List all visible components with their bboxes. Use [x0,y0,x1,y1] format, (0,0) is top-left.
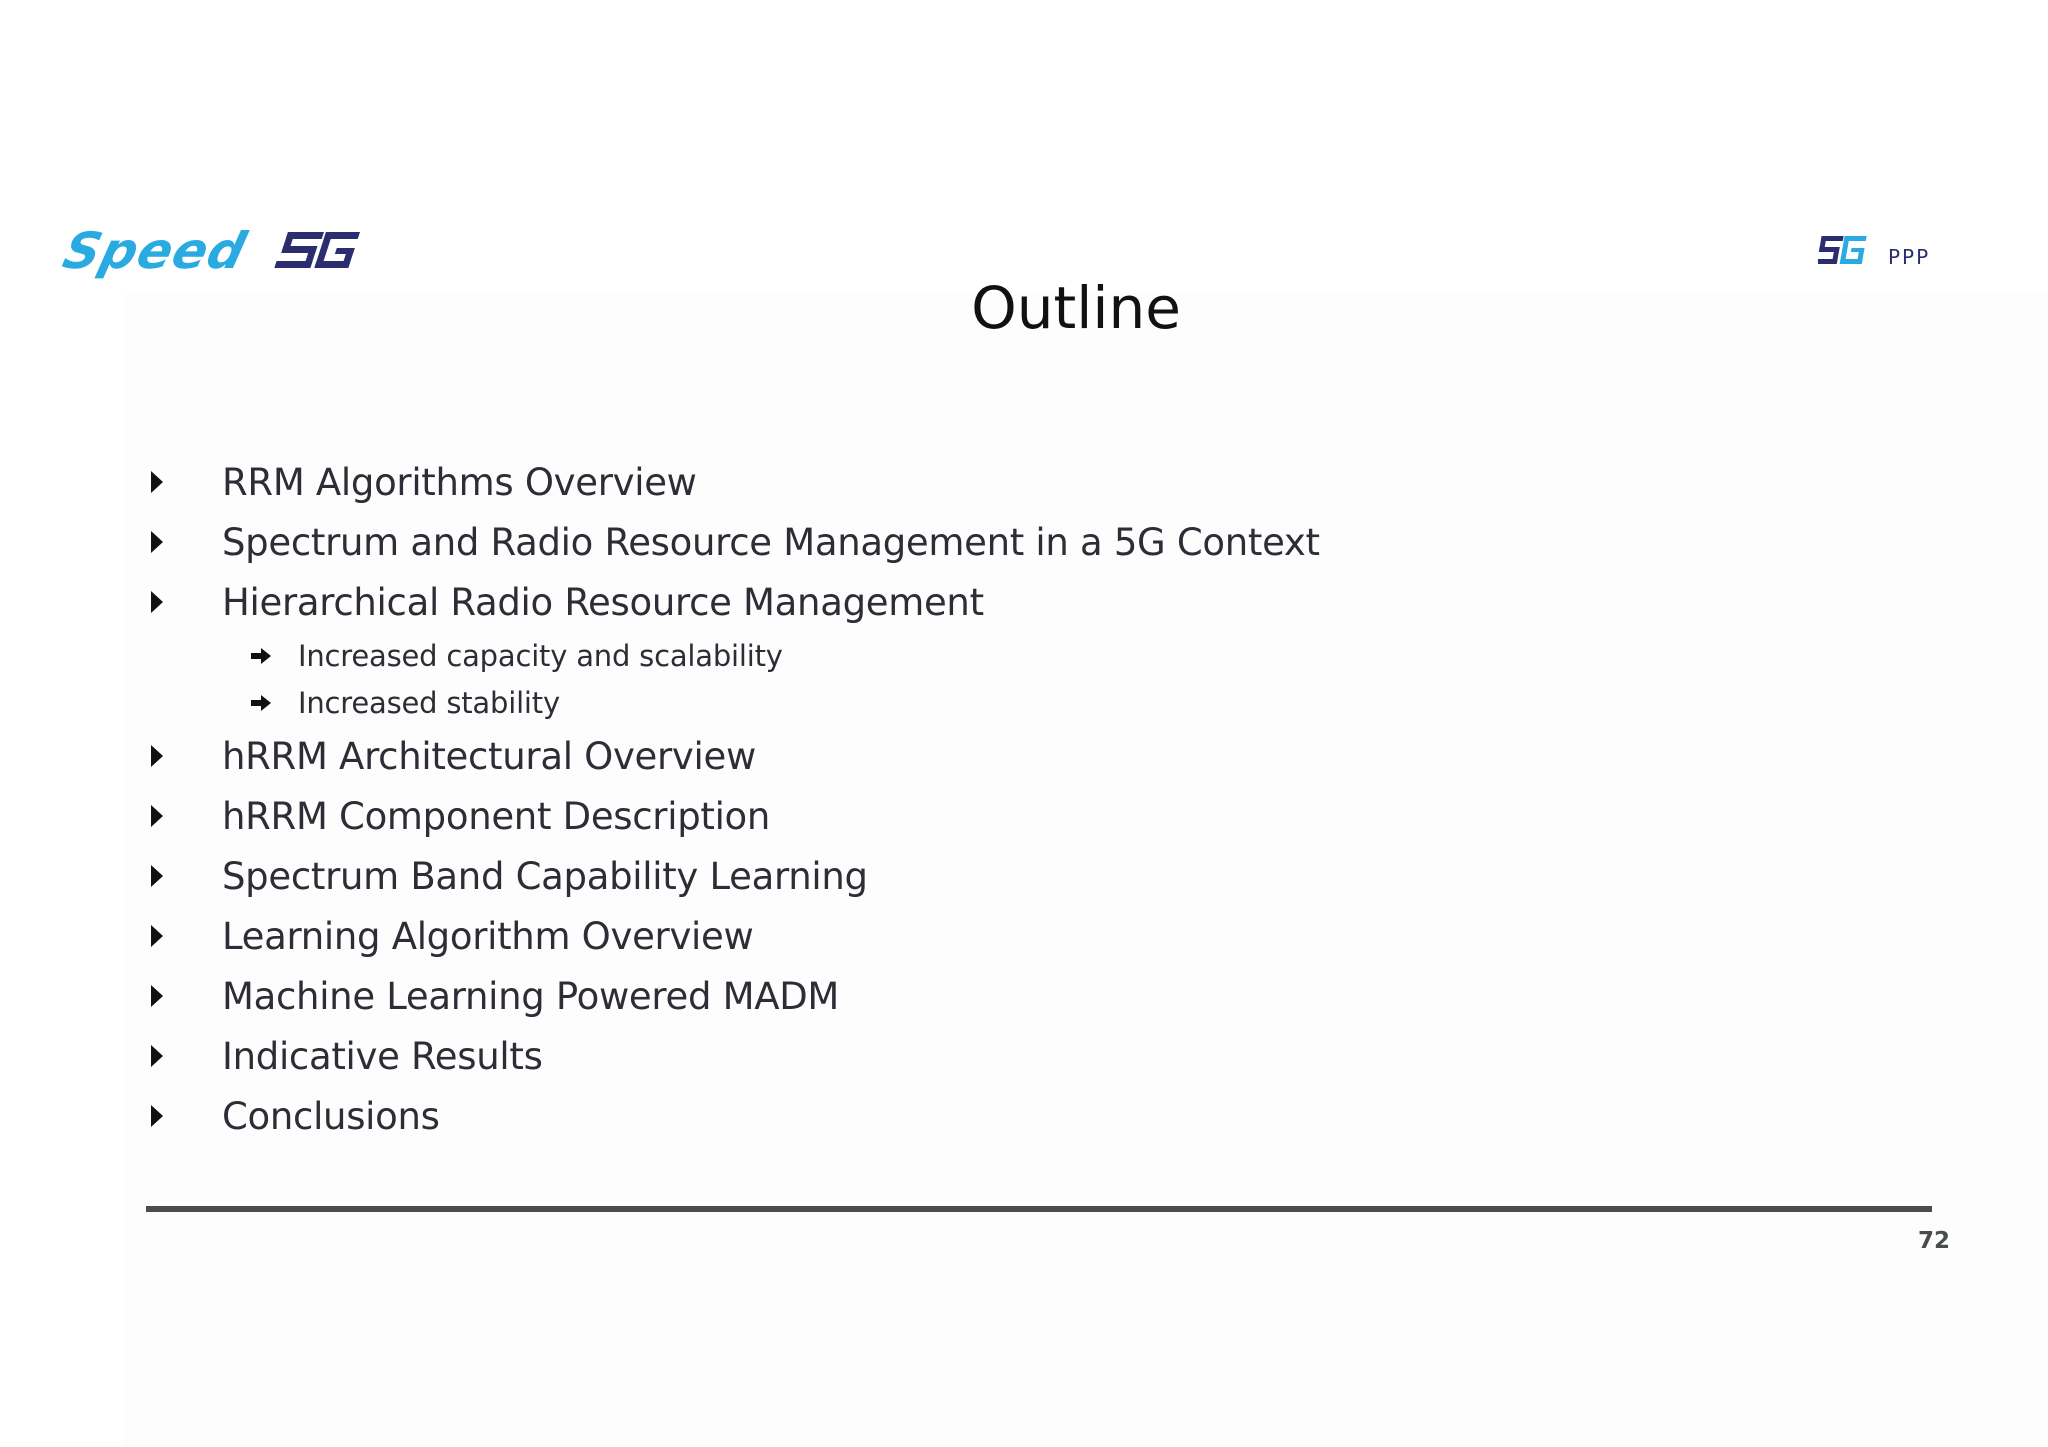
triangle-right-icon [150,512,222,572]
list-item [150,726,1320,786]
slide-title: Outline [971,274,1181,342]
sub-list-item [150,679,1320,726]
outline-item-label: Indicative Results [222,1034,543,1078]
outline-subitem-label: Increased capacity and scalability [298,638,783,673]
outline-item-label: Conclusions [222,1094,440,1138]
list-item [150,572,1320,632]
outline-item-label: RRM Algorithms Overview [222,460,697,504]
outline-subitem-label: Increased stability [298,685,560,720]
5gppp-logo-icon [1818,234,1968,270]
triangle-right-icon [150,1086,222,1146]
triangle-right-icon [150,726,222,786]
list-item [150,906,1320,966]
svg-text:Speed: Speed [58,222,253,280]
footer-divider [146,1206,1932,1212]
list-item [150,846,1320,906]
outline-item-label: hRRM Architectural Overview [222,734,756,778]
triangle-right-icon [150,1026,222,1086]
triangle-right-icon [150,846,222,906]
triangle-right-icon [150,906,222,966]
list-item [150,966,1320,1026]
list-item [150,1086,1320,1146]
list-item [150,512,1320,572]
triangle-right-icon [150,572,222,632]
triangle-right-icon [150,786,222,846]
triangle-right-icon [150,452,222,512]
arrow-right-icon [250,632,298,679]
outline-item-label: Machine Learning Powered MADM [222,974,840,1018]
outline-item-label: Spectrum and Radio Resource Management in a 5G Context [222,520,1320,564]
outline-item-label: Hierarchical Radio Resource Management [222,580,984,624]
outline-item-label: hRRM Component Description [222,794,771,838]
sub-list-item [150,632,1320,679]
outline-list [150,452,1320,1146]
list-item [150,786,1320,846]
page-number: 72 [1917,1228,1950,1254]
5gppp-logo [1818,234,1968,270]
outline-item-label: Learning Algorithm Overview [222,914,754,958]
triangle-right-icon [150,966,222,1026]
svg-text:PPP: PPP [1888,245,1931,269]
list-item [150,1026,1320,1086]
arrow-right-icon [250,679,298,726]
outline-item-label: Spectrum Band Capability Learning [222,854,868,898]
list-item [150,452,1320,512]
